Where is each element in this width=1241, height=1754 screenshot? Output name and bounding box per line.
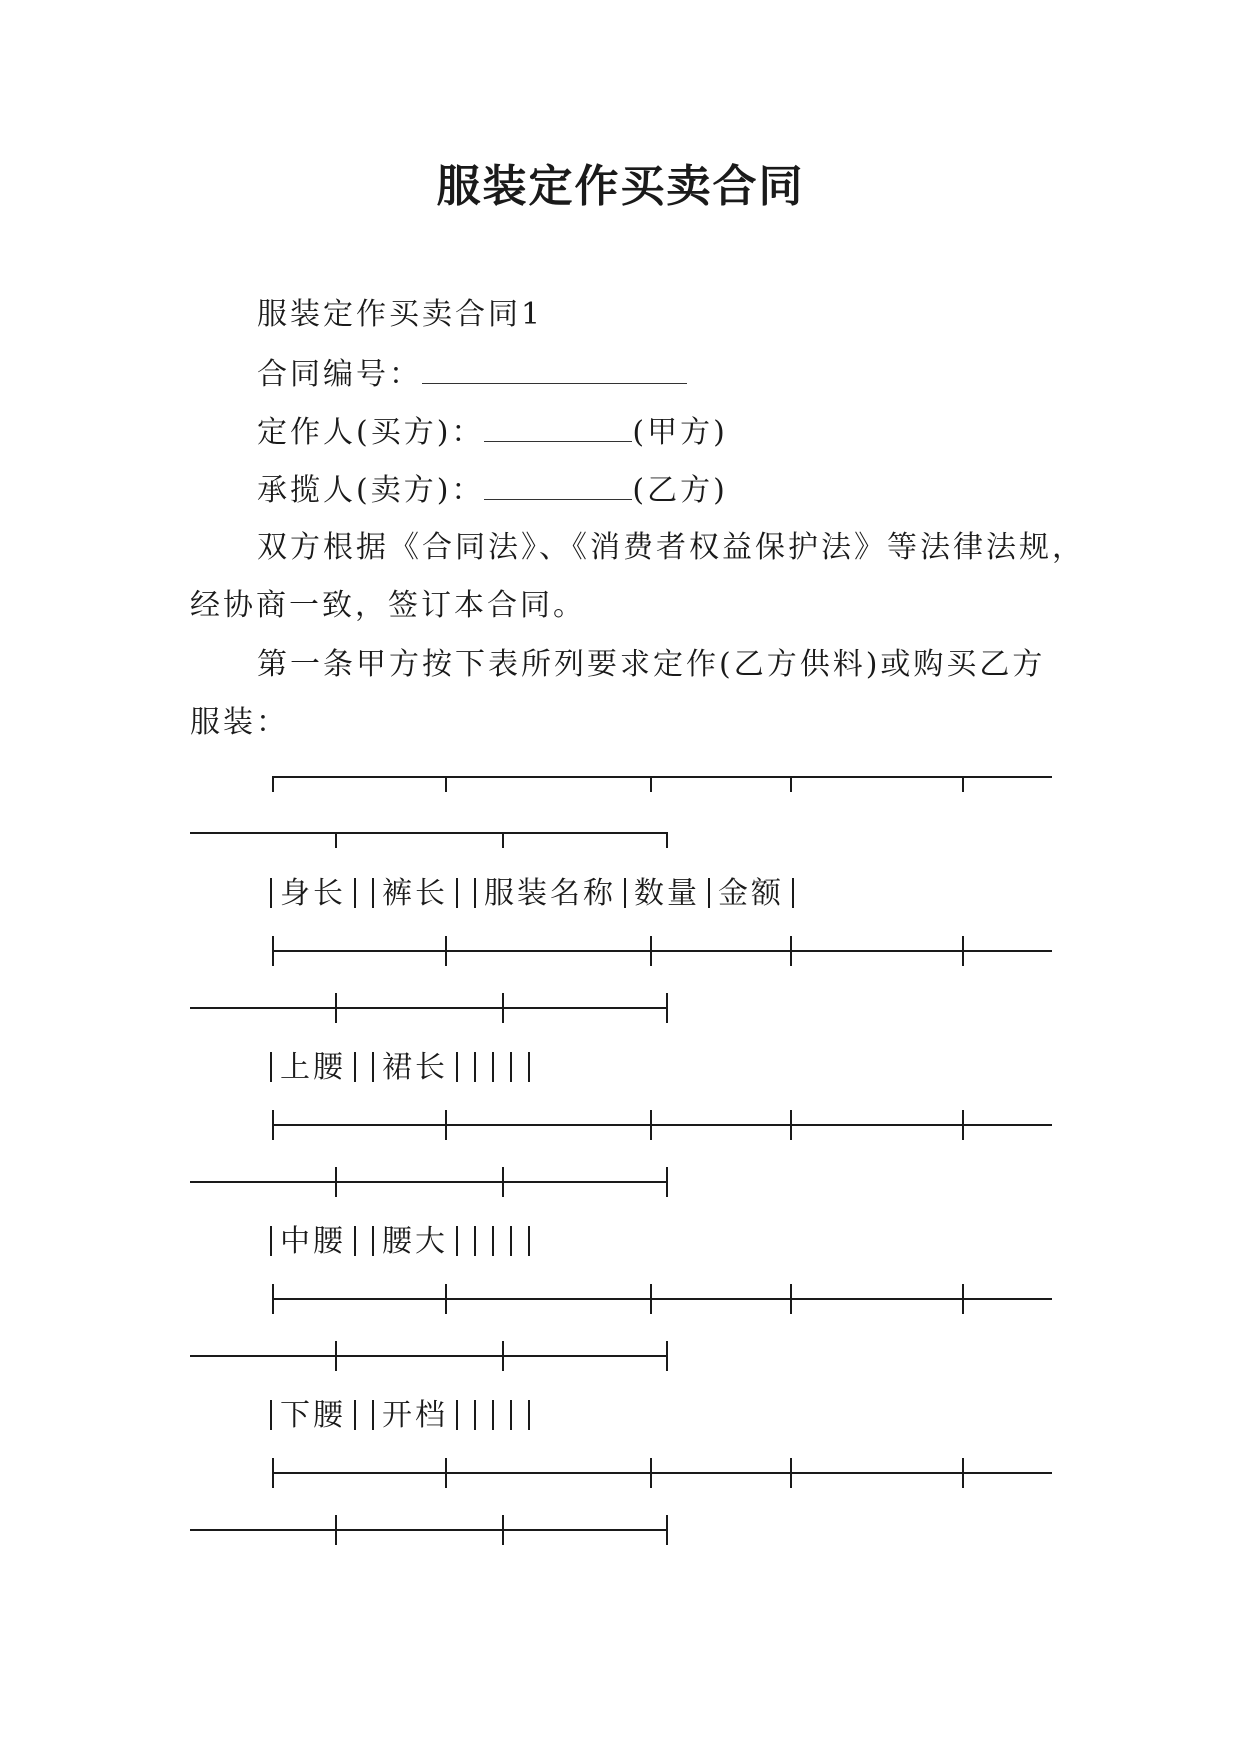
table-cell: 裙长	[382, 1050, 448, 1085]
table-joint	[790, 1110, 792, 1140]
seller-suffix: (乙方)	[632, 473, 728, 508]
paragraph-1-line-1: 双方根据《合同法》、《消费者权益保护法》等法律法规，	[257, 530, 1085, 565]
table-joint	[272, 1110, 274, 1140]
table-joint	[272, 1458, 274, 1488]
cell-divider	[528, 1226, 530, 1256]
table-corner	[272, 776, 274, 792]
table-joint	[272, 936, 274, 966]
cell-divider	[474, 1052, 476, 1082]
cell-divider	[528, 1400, 530, 1430]
cell-divider	[528, 1052, 530, 1082]
table-joint	[502, 1167, 504, 1197]
table-joint	[962, 776, 964, 792]
contract-number-line	[257, 353, 687, 395]
cell-divider	[456, 878, 458, 908]
table-joint	[650, 1284, 652, 1314]
cell-divider	[372, 1226, 374, 1256]
table-joint	[445, 1458, 447, 1488]
seller-line	[257, 469, 728, 511]
table-separator-wrap	[190, 1529, 668, 1531]
table-joint	[790, 936, 792, 966]
table-joint	[790, 776, 792, 792]
table-joint	[650, 776, 652, 792]
table-joint	[502, 1341, 504, 1371]
cell-divider	[456, 1400, 458, 1430]
cell-divider	[270, 1400, 272, 1430]
buyer-label: 定作人(买方)：	[257, 415, 485, 450]
cell-divider	[474, 1226, 476, 1256]
table-joint	[666, 993, 668, 1023]
cell-divider	[624, 878, 626, 908]
table-joint	[445, 776, 447, 792]
cell-divider	[354, 1226, 356, 1256]
cell-divider	[492, 1052, 494, 1082]
table-joint	[790, 1284, 792, 1314]
cell-divider	[270, 1226, 272, 1256]
cell-divider	[354, 1400, 356, 1430]
cell-divider	[510, 1052, 512, 1082]
table-joint	[962, 1284, 964, 1314]
cell-divider	[456, 1052, 458, 1082]
table-joint	[666, 1167, 668, 1197]
table-joint	[502, 993, 504, 1023]
header-cell: 裤长	[382, 876, 448, 911]
table-joint	[445, 936, 447, 966]
header-cell: 服装名称	[484, 876, 616, 911]
table-cell: 下腰	[280, 1398, 346, 1433]
paragraph-2-line-2: 服装：	[190, 705, 289, 740]
table-joint	[335, 1167, 337, 1197]
cell-divider	[492, 1400, 494, 1430]
table-joint	[666, 1341, 668, 1371]
cell-divider	[792, 878, 794, 908]
header-cell: 金额	[718, 876, 784, 911]
table-joint	[272, 1284, 274, 1314]
table-row	[262, 1222, 538, 1262]
cell-divider	[510, 1226, 512, 1256]
table-separator-wrap	[190, 1007, 668, 1009]
table-joint	[502, 832, 504, 848]
cell-divider	[372, 878, 374, 908]
header-cell: 数量	[634, 876, 700, 911]
table-joint	[335, 993, 337, 1023]
table-header-row	[262, 874, 802, 914]
cell-divider	[474, 878, 476, 908]
table-separator	[272, 1124, 1052, 1126]
cell-divider	[354, 878, 356, 908]
cell-divider	[708, 878, 710, 908]
table-row	[262, 1396, 538, 1436]
table-joint	[962, 1110, 964, 1140]
cell-divider	[270, 1052, 272, 1082]
table-cell: 开档	[382, 1398, 448, 1433]
table-joint	[445, 1110, 447, 1140]
contract-number-label: 合同编号：	[257, 357, 422, 392]
document-title: 服装定作买卖合同	[436, 161, 805, 212]
table-joint	[790, 1458, 792, 1488]
table-separator	[272, 1298, 1052, 1300]
cell-divider	[474, 1400, 476, 1430]
table-cell: 上腰	[280, 1050, 346, 1085]
table-joint	[962, 1458, 964, 1488]
table-corner	[666, 832, 668, 848]
table-joint	[335, 1515, 337, 1545]
buyer-line	[257, 411, 728, 453]
table-joint	[666, 1515, 668, 1545]
table-top-border-wrap	[190, 832, 668, 834]
cell-divider	[270, 878, 272, 908]
table-joint	[650, 936, 652, 966]
table-joint	[502, 1515, 504, 1545]
table-joint	[445, 1284, 447, 1314]
cell-divider	[372, 1400, 374, 1430]
table-joint	[650, 1110, 652, 1140]
buyer-suffix: (甲方)	[632, 415, 728, 450]
table-joint	[335, 832, 337, 848]
table-joint	[650, 1458, 652, 1488]
table-joint	[335, 1341, 337, 1371]
buyer-blank	[484, 411, 632, 442]
paragraph-1-line-2: 经协商一致，签订本合同。	[190, 588, 586, 623]
cell-divider	[492, 1226, 494, 1256]
table-separator	[272, 1472, 1052, 1474]
contract-subtitle: 服装定作买卖合同1	[257, 297, 544, 332]
header-cell: 身长	[280, 876, 346, 911]
cell-divider	[372, 1052, 374, 1082]
contract-number-blank	[422, 353, 687, 384]
table-separator-wrap	[190, 1355, 668, 1357]
cell-divider	[510, 1400, 512, 1430]
table-cell: 腰大	[382, 1224, 448, 1259]
table-joint	[962, 936, 964, 966]
table-top-border	[272, 776, 1052, 778]
table-separator-wrap	[190, 1181, 668, 1183]
cell-divider	[354, 1052, 356, 1082]
seller-blank	[484, 469, 632, 500]
seller-label: 承揽人(卖方)：	[257, 473, 485, 508]
table-cell: 中腰	[280, 1224, 346, 1259]
table-row	[262, 1048, 538, 1088]
table-separator	[272, 950, 1052, 952]
paragraph-2-line-1: 第一条甲方按下表所列要求定作(乙方供料)或购买乙方	[257, 647, 1046, 682]
cell-divider	[456, 1226, 458, 1256]
